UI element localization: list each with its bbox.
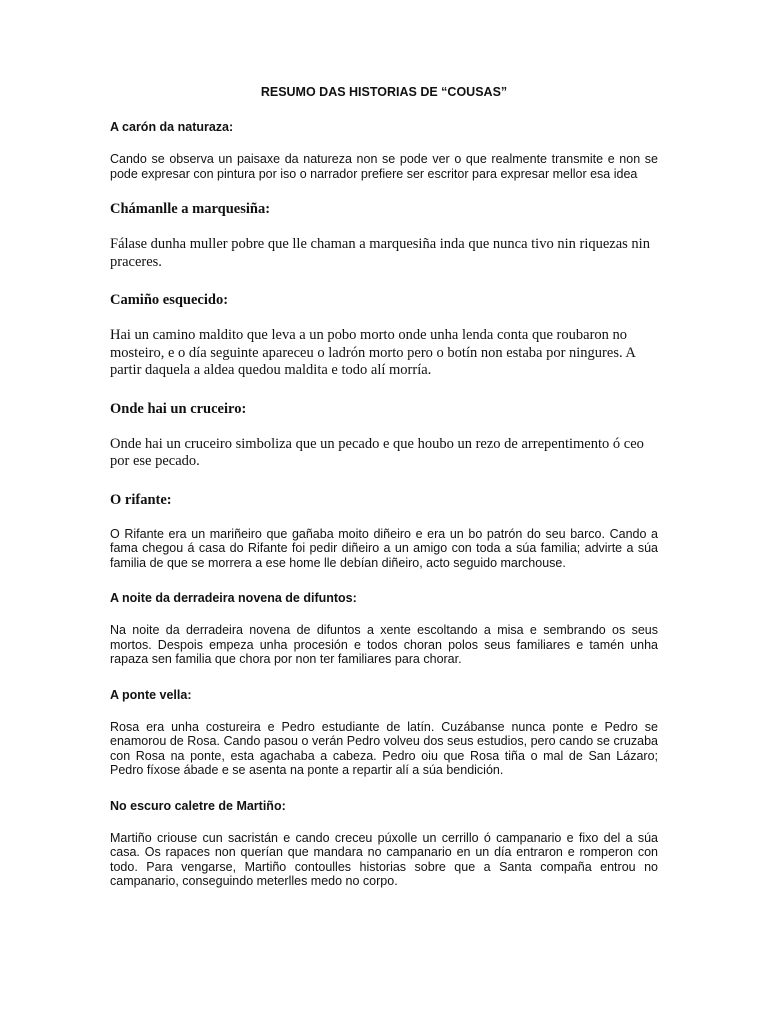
- section-body: Cando se observa un paisaxe da natureza non se pode ver o que realmente transmite e non se pode expresar con pintura por iso o narrador prefiere ser escritor para expresar mellor esa idea: [110, 152, 658, 181]
- section-heading: Camiño esquecido:: [110, 292, 229, 308]
- section-body: Na noite da derradeira novena de difuntos a xente escoltando a misa e sembrando os seus mortos. Despois empeza unha procesión e todos choran polos seus familiares e tamén unha rapaza sen familia que chora por non ter familiares para chorar.: [110, 623, 658, 666]
- section-o-rifante: [110, 492, 658, 571]
- section-body: Martiño criouse cun sacristán e cando creceu púxolle un cerrillo ó campanario e fixo del a súa casa. Os rapaces non querían que mandara no campanario en un día entraron e romperon con todo. Para vengarse, Martiño contoulles historias sobre que a Santa compaña entrou no campanario, conseguindo meterlles medo no corpo.: [110, 830, 658, 888]
- section-camino-esquecido: [110, 292, 658, 380]
- section-heading: Onde hai un cruceiro:: [110, 400, 247, 417]
- section-body: Hai un camino maldito que leva a un pobo morto onde unha lenda conta que roubaron no mosteiro, e o día seguinte apareceu o ladrón morto pero o botín non estaba por ningures. A partir daquela a aldea quedou maldita e todo alí morría.: [110, 327, 636, 378]
- document-title: RESUMO DAS HISTORIAS DE “COUSAS”: [260, 85, 508, 99]
- section-body: O Rifante era un mariñeiro que gañaba moito diñeiro e era un bo patrón do seu barco. Cando a fama chegou á casa do Rifante foi pedir diñeiro a un amigo con toda a súa familia; advirte a súa familia de que se morrera a ese home lle debían diñeiro, acto seguido marchouse.: [110, 526, 658, 570]
- section-heading: No escuro caletre de Martiño:: [110, 798, 286, 813]
- section-a-caron-da-naturaza: [110, 119, 658, 181]
- section-heading: Chámanlle a marquesiña:: [110, 201, 271, 217]
- section-body: Fálase dunha muller pobre que lle chaman a marquesiña inda que nunca tivo nin riquezas nin praceres.: [110, 236, 650, 270]
- section-heading: A carón da naturaza:: [110, 120, 234, 134]
- section-chamanlle-a-marquesina: [110, 201, 658, 271]
- section-heading: O rifante:: [110, 491, 172, 508]
- section-heading: A noite da derradeira novena de difuntos:: [110, 591, 357, 605]
- section-no-escuro-caletre-de-martino: [110, 798, 658, 889]
- section-heading: A ponte vella:: [110, 687, 192, 702]
- section-body: Onde hai un cruceiro simboliza que un pecado e que houbo un rezo de arrepentimento ó ceo por ese pecado.: [110, 435, 644, 469]
- section-a-noite-da-derradeira-novena: [110, 590, 658, 667]
- section-onde-hai-un-cruceiro: [110, 401, 658, 471]
- section-a-ponte-vella: [110, 687, 658, 778]
- document-page: [110, 84, 658, 909]
- section-body: Rosa era unha costureira e Pedro estudiante de latín. Cuzábanse nunca ponte e Pedro se enamorou de Rosa. Cando pasou o verán Pedro volveu dos seus estudios, pero cando se cruzaba con Rosa na ponte, esta agachaba a cabeza. Pedro oiu que Rosa tiña o mal de San Lázaro; Pedro fíxose ábade e se asenta na ponte a repartir alí a súa bendición.: [110, 719, 658, 777]
